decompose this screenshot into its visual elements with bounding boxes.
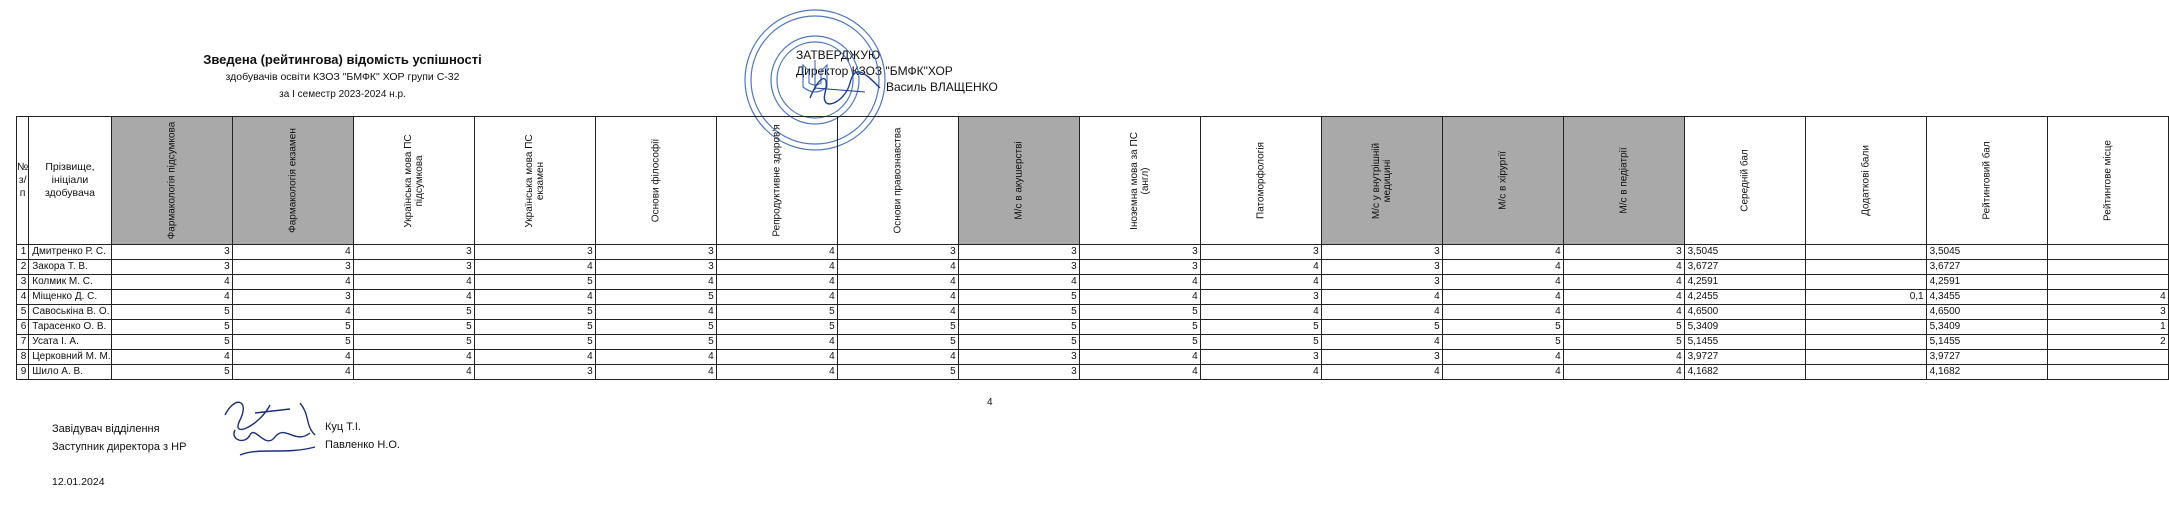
grade-cell: 4 (1563, 365, 1684, 380)
document-subtitle: здобувачів освіти КЗОЗ "БМФК" ХОР групи С-32 (225, 71, 460, 83)
student-name-cell: Савоськіна В. О. (29, 305, 111, 320)
rating-score-cell: 5,1455 (1926, 335, 2047, 350)
page-number: 4 (987, 397, 993, 408)
grade-cell: 4 (1442, 350, 1563, 365)
grade-cell: 5 (111, 365, 232, 380)
grade-cell: 5 (958, 320, 1079, 335)
grade-cell: 4 (1079, 290, 1200, 305)
grade-cell: 4 (1200, 305, 1321, 320)
grade-cell: 3 (111, 260, 232, 275)
table-row (17, 320, 2169, 335)
grade-cell: 5 (111, 335, 232, 350)
grade-cell: 4 (353, 275, 474, 290)
grade-cell: 4 (474, 260, 595, 275)
rating-place-cell (2047, 350, 2168, 365)
grade-cell: 4 (716, 365, 837, 380)
grade-cell: 4 (716, 335, 837, 350)
grade-cell: 5 (837, 320, 958, 335)
grade-cell: 3 (353, 260, 474, 275)
grade-cell: 3 (1321, 350, 1442, 365)
grade-cell: 4 (595, 305, 716, 320)
header-subject: Фармакологія екзамен (232, 117, 353, 245)
rating-place-cell: 2 (2047, 335, 2168, 350)
grades-table (16, 116, 2169, 380)
row-number-cell: 9 (17, 365, 29, 380)
grade-cell: 5 (474, 305, 595, 320)
grade-cell: 5 (1321, 320, 1442, 335)
grade-cell: 4 (837, 275, 958, 290)
document-title: Зведена (рейтингова) відомість успішності (203, 52, 482, 67)
grade-cell: 5 (474, 275, 595, 290)
grade-cell: 4 (1563, 350, 1684, 365)
grade-cell: 3 (595, 245, 716, 260)
grade-cell: 3 (474, 245, 595, 260)
grade-cell: 5 (837, 365, 958, 380)
grade-cell: 4 (1321, 335, 1442, 350)
rating-score-cell: 5,3409 (1926, 320, 2047, 335)
rating-score-cell: 3,6727 (1926, 260, 2047, 275)
grade-cell: 4 (1563, 275, 1684, 290)
average-cell: 3,9727 (1684, 350, 1805, 365)
grade-cell: 4 (595, 350, 716, 365)
grade-cell: 4 (353, 290, 474, 305)
student-name-cell: Закора Т. В. (29, 260, 111, 275)
average-cell: 5,3409 (1684, 320, 1805, 335)
average-cell: 4,1682 (1684, 365, 1805, 380)
grade-cell: 5 (353, 305, 474, 320)
grade-cell: 4 (716, 290, 837, 305)
additional-points-cell (1805, 365, 1926, 380)
row-number-cell: 1 (17, 245, 29, 260)
head-of-department-label: Завідувач відділення (52, 423, 160, 435)
additional-points-cell (1805, 335, 1926, 350)
average-cell: 3,6727 (1684, 260, 1805, 275)
rating-place-cell (2047, 275, 2168, 290)
header-additional-points: Додаткові бали (1805, 117, 1926, 245)
grade-cell: 4 (1442, 275, 1563, 290)
grade-cell: 4 (232, 365, 353, 380)
table-row (17, 365, 2169, 380)
grade-cell: 3 (353, 245, 474, 260)
grade-cell: 5 (1442, 320, 1563, 335)
grade-cell: 5 (958, 335, 1079, 350)
grade-cell: 4 (1563, 290, 1684, 305)
student-name-cell: Колмик М. С. (29, 275, 111, 290)
grade-cell: 4 (353, 365, 474, 380)
grade-cell: 5 (1200, 335, 1321, 350)
grade-cell: 3 (958, 365, 1079, 380)
rating-score-cell: 4,1682 (1926, 365, 2047, 380)
grade-cell: 5 (1200, 320, 1321, 335)
grade-cell: 4 (1200, 260, 1321, 275)
additional-points-cell (1805, 275, 1926, 290)
grade-cell: 4 (716, 245, 837, 260)
grade-cell: 4 (837, 305, 958, 320)
grade-cell: 3 (1563, 245, 1684, 260)
grade-cell: 3 (1200, 290, 1321, 305)
header-subject: Основи філософії (595, 117, 716, 245)
grade-cell: 5 (1079, 320, 1200, 335)
row-number-cell: 8 (17, 350, 29, 365)
header-rating-place: Рейтингове місце (2047, 117, 2168, 245)
signatures-icon (215, 395, 325, 470)
grade-cell: 3 (1321, 275, 1442, 290)
rating-score-cell: 3,9727 (1926, 350, 2047, 365)
student-name-cell: Церковний М. М. (29, 350, 111, 365)
grade-cell: 4 (111, 275, 232, 290)
rating-score-cell: 4,2591 (1926, 275, 2047, 290)
grade-cell: 3 (958, 350, 1079, 365)
grade-cell: 3 (1079, 260, 1200, 275)
student-name-cell: Шило А. В. (29, 365, 111, 380)
deputy-director-label: Заступник директора з НР (52, 441, 187, 453)
header-subject: М/с в хірургії (1442, 117, 1563, 245)
header-number: № з/п (17, 117, 29, 245)
additional-points-cell (1805, 305, 1926, 320)
row-number-cell: 2 (17, 260, 29, 275)
grade-cell: 5 (353, 335, 474, 350)
header-student-name: Прізвище, ініціали здобувача (29, 117, 111, 245)
grade-cell: 5 (232, 320, 353, 335)
header-subject: Репродуктивне здоров'я (716, 117, 837, 245)
row-number-cell: 6 (17, 320, 29, 335)
row-number-cell: 5 (17, 305, 29, 320)
grade-cell: 5 (1563, 320, 1684, 335)
rating-place-cell: 3 (2047, 305, 2168, 320)
grade-cell: 4 (111, 350, 232, 365)
grade-cell: 4 (353, 350, 474, 365)
grade-cell: 3 (595, 260, 716, 275)
grade-cell: 5 (1079, 335, 1200, 350)
table-row (17, 245, 2169, 260)
header-subject: Патоморфологія (1200, 117, 1321, 245)
rating-place-cell: 4 (2047, 290, 2168, 305)
additional-points-cell (1805, 260, 1926, 275)
rating-score-cell: 4,3455 (1926, 290, 2047, 305)
header-subject: Фармакологія підсумкова (111, 117, 232, 245)
grade-cell: 4 (474, 350, 595, 365)
rating-place-cell (2047, 260, 2168, 275)
grade-cell: 4 (232, 350, 353, 365)
header-subject: М/с в педіатрії (1563, 117, 1684, 245)
grade-cell: 4 (1079, 275, 1200, 290)
grade-cell: 4 (232, 305, 353, 320)
grade-cell: 4 (1442, 260, 1563, 275)
grade-cell: 5 (111, 320, 232, 335)
rating-place-cell (2047, 365, 2168, 380)
rating-score-cell: 3,5045 (1926, 245, 2047, 260)
grade-cell: 4 (958, 275, 1079, 290)
grade-cell: 5 (958, 290, 1079, 305)
grade-cell: 5 (111, 305, 232, 320)
document-semester: за І семестр 2023-2024 н.р. (279, 89, 406, 100)
grade-cell: 3 (1200, 350, 1321, 365)
grade-cell: 5 (1563, 335, 1684, 350)
grade-cell: 3 (111, 245, 232, 260)
grade-cell: 4 (1563, 260, 1684, 275)
additional-points-cell: 0,1 (1805, 290, 1926, 305)
grade-cell: 4 (1442, 290, 1563, 305)
table-row (17, 305, 2169, 320)
grade-cell: 4 (474, 290, 595, 305)
student-name-cell: Дмитренко Р. С. (29, 245, 111, 260)
deputy-director-name: Павленко Н.О. (325, 439, 400, 451)
header-subject: Українська мова ПС екзамен (474, 117, 595, 245)
additional-points-cell (1805, 245, 1926, 260)
grade-cell: 5 (716, 320, 837, 335)
average-cell: 4,6500 (1684, 305, 1805, 320)
table-header-row (17, 117, 2169, 245)
grade-cell: 4 (1321, 305, 1442, 320)
rating-score-cell: 4,6500 (1926, 305, 2047, 320)
grade-cell: 5 (1442, 335, 1563, 350)
grade-cell: 4 (716, 350, 837, 365)
grade-cell: 4 (1442, 365, 1563, 380)
grade-cell: 4 (1442, 305, 1563, 320)
grade-cell: 5 (958, 305, 1079, 320)
grade-cell: 4 (595, 365, 716, 380)
grade-cell: 4 (1442, 245, 1563, 260)
grade-cell: 5 (595, 320, 716, 335)
grade-cell: 5 (353, 320, 474, 335)
average-cell: 4,2455 (1684, 290, 1805, 305)
grade-cell: 4 (716, 275, 837, 290)
grade-cell: 3 (958, 260, 1079, 275)
grade-cell: 4 (837, 260, 958, 275)
grade-cell: 4 (1321, 290, 1442, 305)
table-row (17, 260, 2169, 275)
grade-cell: 4 (1079, 365, 1200, 380)
table-row (17, 350, 2169, 365)
grade-cell: 4 (111, 290, 232, 305)
grade-cell: 3 (1321, 245, 1442, 260)
student-name-cell: Усата І. А. (29, 335, 111, 350)
grade-cell: 5 (474, 320, 595, 335)
grade-cell: 4 (716, 260, 837, 275)
header-subject: Українська мова ПС підсумкова (353, 117, 474, 245)
average-cell: 4,2591 (1684, 275, 1805, 290)
grade-cell: 5 (595, 335, 716, 350)
additional-points-cell (1805, 350, 1926, 365)
average-cell: 3,5045 (1684, 245, 1805, 260)
grade-cell: 3 (1200, 245, 1321, 260)
header-subject: М/с в акушерстві (958, 117, 1079, 245)
additional-points-cell (1805, 320, 1926, 335)
grade-cell: 4 (232, 275, 353, 290)
head-of-department-name: Куц Т.І. (325, 421, 361, 433)
grade-cell: 3 (958, 245, 1079, 260)
grade-cell: 4 (837, 290, 958, 305)
grade-cell: 3 (837, 245, 958, 260)
row-number-cell: 7 (17, 335, 29, 350)
grade-cell: 4 (1321, 365, 1442, 380)
header-subject: М/с у внутрішній медицині (1321, 117, 1442, 245)
header-average: Середній бал (1684, 117, 1805, 245)
header-subject: Іноземна мова за ПС (англ) (1079, 117, 1200, 245)
grade-cell: 5 (474, 335, 595, 350)
grade-cell: 4 (1200, 365, 1321, 380)
grade-cell: 5 (595, 290, 716, 305)
grade-cell: 5 (1079, 305, 1200, 320)
grade-cell: 4 (1200, 275, 1321, 290)
grade-cell: 5 (716, 305, 837, 320)
approval-heading: ЗАТВЕРДЖУЮ (796, 48, 881, 62)
table-row (17, 275, 2169, 290)
grade-cell: 4 (232, 245, 353, 260)
average-cell: 5,1455 (1684, 335, 1805, 350)
row-number-cell: 3 (17, 275, 29, 290)
approval-position: Директор КЗОЗ "БМФК"ХОР (796, 64, 953, 78)
table-row (17, 335, 2169, 350)
rating-place-cell (2047, 245, 2168, 260)
approval-name: Василь ВЛАЩЕНКО (886, 80, 998, 94)
grade-cell: 3 (232, 260, 353, 275)
student-name-cell: Тарасенко О. В. (29, 320, 111, 335)
grade-cell: 4 (595, 275, 716, 290)
grade-cell: 3 (1321, 260, 1442, 275)
grade-cell: 3 (232, 290, 353, 305)
grade-cell: 4 (1563, 305, 1684, 320)
grade-cell: 5 (837, 335, 958, 350)
student-name-cell: Міщенко Д. С. (29, 290, 111, 305)
grade-cell: 5 (232, 335, 353, 350)
table-row (17, 290, 2169, 305)
document-date: 12.01.2024 (52, 476, 105, 488)
header-rating-score: Рейтинговий бал (1926, 117, 2047, 245)
row-number-cell: 4 (17, 290, 29, 305)
grade-cell: 4 (837, 350, 958, 365)
header-subject: Основи правознавства (837, 117, 958, 245)
grade-cell: 4 (1079, 350, 1200, 365)
grade-cell: 3 (474, 365, 595, 380)
grade-cell: 3 (1079, 245, 1200, 260)
rating-place-cell: 1 (2047, 320, 2168, 335)
